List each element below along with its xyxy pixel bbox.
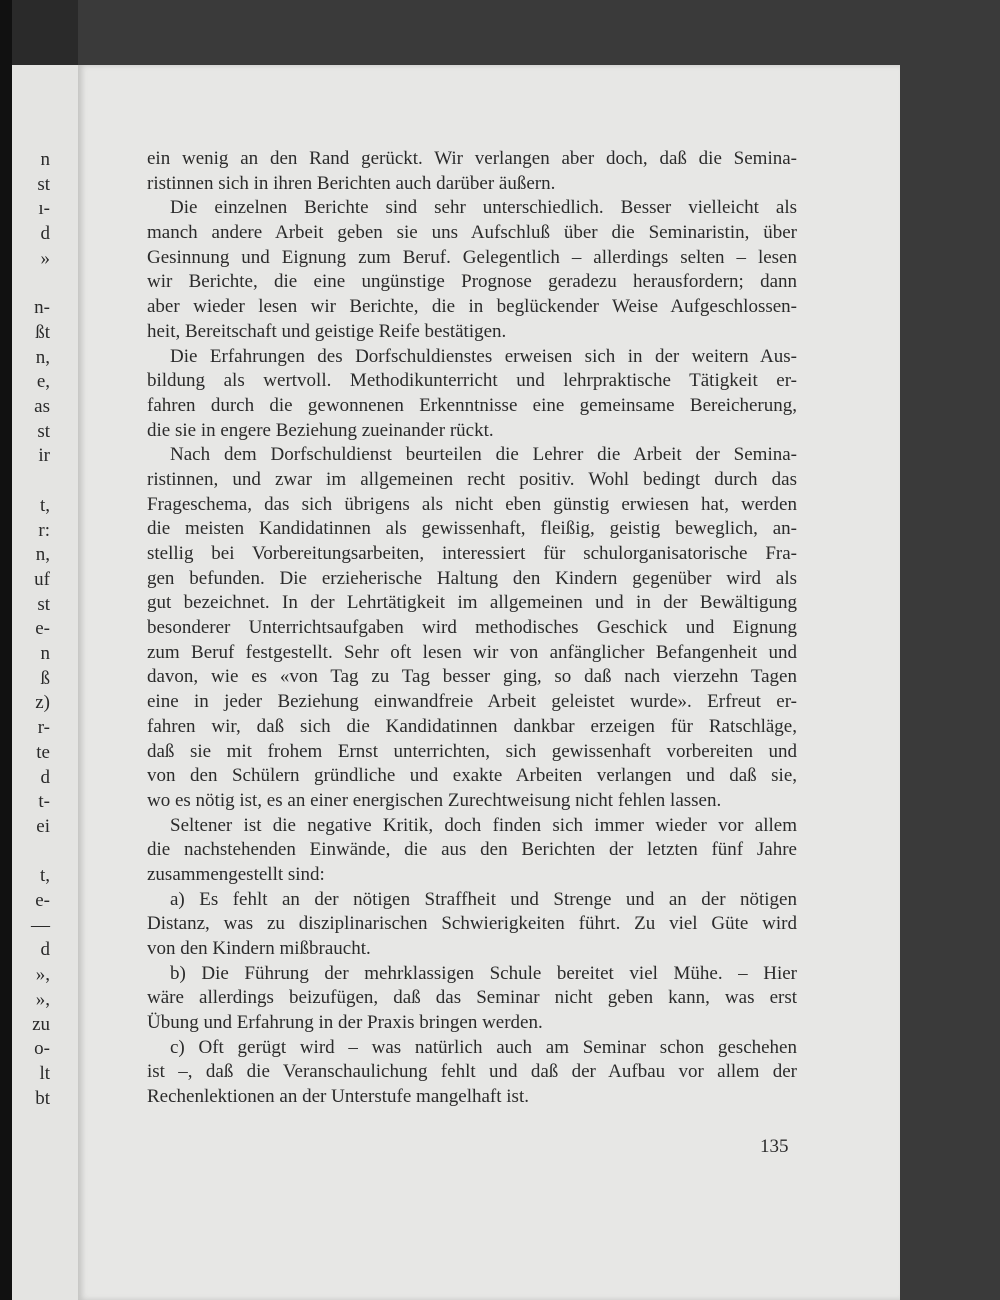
text-line: ein wenig an den Rand gerückt. Wir verlangen aber doch, daß die Semina- — [147, 148, 797, 169]
left-page-fragment: ı- — [38, 198, 50, 220]
text-line: ristinnen sich in ihren Berichten auch darüber äußern. — [147, 172, 556, 194]
left-page-fragment: n, — [35, 346, 50, 368]
left-page-fragment: d — [40, 766, 50, 788]
left-page-fragment: n- — [34, 297, 50, 319]
left-page-fragment: — — [31, 914, 50, 936]
text-line: gut bezeichnet. In der Lehrtätigkeit im allgemeinen und in der Bewältigung — [147, 592, 797, 614]
text-line: von den Schülern gründliche und exakte Arbeiten verlangen und daß sie, — [147, 765, 797, 787]
left-page-fragment: r- — [37, 717, 50, 739]
text-line: a) Es fehlt an der nötigen Straffheit und Strenge und an der nötigen — [170, 888, 797, 910]
left-page-fragment: e- — [35, 890, 50, 911]
text-line: b) Die Führung der mehrklassigen Schule bereitet viel Mühe. – Hier — [170, 962, 797, 984]
text-line: Distanz, was zu disziplinarischen Schwierigkeiten führt. Zu viel Güte wird — [147, 913, 797, 935]
left-page-fragment: ir — [38, 445, 50, 467]
background-top — [12, 0, 78, 65]
text-line: davon, wie es «von Tag zu Tag besser ging, so daß nach vierzehn Tagen — [147, 666, 797, 688]
left-page-fragment: ß — [40, 667, 50, 689]
left-page-fragment: uf — [34, 568, 50, 590]
text-line: die sie in engere Beziehung zueinander rückt. — [147, 419, 494, 441]
left-page-edge — [12, 0, 78, 1300]
left-page-fragment: ßt — [35, 321, 50, 343]
book-spine-shadow — [0, 0, 12, 1300]
left-page-fragment: st — [37, 593, 50, 615]
text-line: die meisten Kandidatinnen als gewissenhaft, fleißig, geistig beweglich, an- — [147, 518, 797, 540]
text-line: wo es nötig ist, es an einer energischen Zurechtweisung nicht fehlen lassen. — [147, 789, 722, 811]
left-page-fragment: bt — [35, 1087, 50, 1109]
text-line: von den Kindern mißbraucht. — [147, 938, 371, 959]
text-line: wäre allerdings beizufügen, daß das Seminar nicht geben kann, was erst — [147, 987, 797, 1009]
text-line: fahren wir, daß sich die Kandidatinnen dankbar erzeigen für Ratschläge, — [147, 715, 797, 737]
left-page-fragment: as — [34, 396, 50, 417]
left-page-fragment: n, — [35, 544, 50, 566]
text-line: gen befunden. Die erzieherische Haltung den Kindern gegenüber wird als — [147, 567, 797, 589]
text-line: heit, Bereitschaft und geistige Reife bestätigen. — [147, 320, 507, 342]
text-line: c) Oft gerügt wird – was natürlich auch am Seminar schon geschehen — [170, 1036, 797, 1058]
text-line: aber wieder lesen wir Berichte, die in beglückender Weise Aufgeschlossen- — [147, 296, 797, 318]
left-page-fragment: t, — [39, 494, 50, 516]
text-line: daß sie mit frohem Ernst unterrichten, sich gewissenhaft vorbereiten und — [147, 740, 797, 762]
body-text — [147, 147, 797, 1110]
text-line: manch andere Arbeit geben sie uns Aufschluß über die Seminaristin, über — [147, 222, 797, 244]
text-line: Die Erfahrungen des Dorfschuldienstes erweisen sich in der weitern Aus- — [170, 345, 797, 367]
left-page-fragment: st — [37, 420, 50, 442]
left-page-fragment: », — [35, 988, 50, 1010]
left-page-fragment: t- — [38, 791, 50, 813]
left-page-fragment: lt — [39, 1062, 50, 1084]
text-line: ist –, daß die Veranschaulichung fehlt und daß der Aufbau vor allem der — [147, 1061, 797, 1083]
text-line: Nach dem Dorfschuldienst beurteilen die Lehrer die Arbeit der Semina- — [170, 444, 797, 466]
left-page-fragment: te — [36, 741, 50, 763]
left-page-fragment: d — [40, 939, 50, 961]
left-page-fragment: d — [40, 223, 50, 245]
text-line: Frageschema, das sich übrigens als nicht eben günstig erwiesen hat, werden — [147, 493, 797, 515]
left-page-fragment: » — [40, 247, 50, 269]
text-line: zum Beruf festgestellt. Sehr oft lesen wir von anfänglicher Befangenheit und — [147, 641, 797, 663]
text-line: fahren durch die gewonnenen Erkenntnisse eine gemeinsame Bereicherung, — [147, 394, 797, 416]
left-page-fragment: o- — [34, 1038, 50, 1060]
left-page-fragment: », — [35, 964, 50, 986]
text-line: Die einzelnen Berichte sind sehr unterschiedlich. Besser vielleicht als — [170, 197, 797, 219]
left-page-fragment: n — [40, 643, 50, 664]
left-page-fragment: st — [37, 173, 50, 195]
text-line: Gesinnung und Eignung zum Beruf. Gelegentlich – allerdings selten – lesen — [147, 246, 797, 268]
text-line: wir Berichte, die eine ungünstige Prognose geradezu herausfordern; dann — [147, 271, 797, 293]
left-page-fragment: z) — [35, 692, 50, 714]
left-page-fragment: e, — [36, 371, 50, 393]
left-page-fragment: ei — [36, 815, 50, 837]
text-line: besonderer Unterrichtsaufgaben wird methodisches Geschick und Eignung — [147, 617, 797, 639]
text-line: die nachstehenden Einwände, die aus den Berichten der letzten fünf Jahre — [147, 839, 797, 861]
text-line: Rechenlektionen an der Unterstufe mangelhaft ist. — [147, 1086, 529, 1108]
text-line: eine in jeder Beziehung einwandfreie Arbeit geleistet wurde». Erfreut er- — [147, 691, 797, 713]
text-line: bildung als wertvoll. Methodikunterricht und lehrpraktische Tätigkeit er- — [147, 370, 797, 392]
page-number: 135 — [760, 1136, 789, 1157]
text-line: stellig bei Vorbereitungsarbeiten, interessiert für schulorganisatorische Fra- — [147, 543, 797, 564]
left-page-fragment: n — [40, 149, 50, 170]
text-line: Seltener ist die negative Kritik, doch finden sich immer wieder vor allem — [170, 814, 797, 836]
text-line: ristinnen, und zwar im allgemeinen recht positiv. Wohl bedingt durch das — [147, 468, 797, 490]
left-page-fragment: zu — [32, 1013, 50, 1035]
text-line: Übung und Erfahrung in der Praxis bringen werden. — [147, 1012, 543, 1034]
left-page-fragment: t, — [39, 865, 50, 887]
left-page-fragment: e- — [35, 618, 50, 640]
text-line: zusammengestellt sind: — [147, 863, 325, 885]
left-page-fragment: r: — [38, 519, 50, 541]
